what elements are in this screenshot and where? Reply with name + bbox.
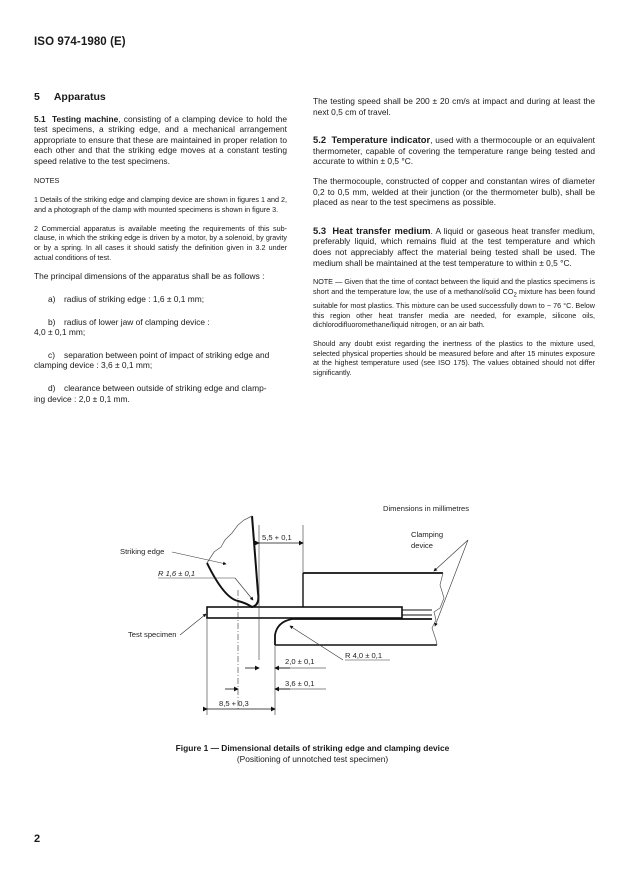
dimension-item-b (34, 317, 287, 338)
subclause-5-1-text: , consisting of a clamping device to hold the test specimens, a striking edge, and a mechanical arrangement appropriate to ensure that these are maintained in proper relation to each other and that the striking edge moves at a constant testing speed relative to the test specimens. (34, 113, 288, 166)
note-text-part2: mixture has been found suitable for most plastics. This mixture can be used successfully down to − 76 °C. Below this region other heat transfer media are needed, for example, silicone oils, dichlorodifluoromethane/liquid nitrogen, or an air bath. (313, 286, 595, 330)
item-text: clearance between outside of striking edge and clamp- (64, 382, 267, 393)
clamping-device-label-2: device (411, 541, 433, 550)
striking-edge-label: Striking edge (120, 547, 165, 556)
item-text: separation between point of impact of striking edge and (64, 349, 270, 360)
subclause-5-2-number: 5.2 (313, 134, 327, 146)
note-heat-transfer (313, 277, 595, 330)
dimension-item-c (34, 350, 287, 371)
left-column (34, 92, 287, 416)
striking-edge-break-line (207, 516, 252, 563)
subclause-5-1 (34, 114, 287, 167)
item-label: a) (48, 293, 56, 304)
item-continuation: clamping device : 3,6 ± 0,1 mm; (34, 360, 153, 371)
dim-3-6: 3,6 ± 0,1 (285, 679, 315, 688)
test-specimen-shape (207, 607, 402, 618)
testing-speed-text: The testing speed shall be 200 ± 20 cm/s at impact and during at least the next 0,5 cm of travel. (313, 96, 595, 117)
section-title: Apparatus (53, 91, 106, 103)
subclause-5-1-number: 5.1 (34, 113, 46, 124)
page-number: 2 (34, 833, 41, 845)
right-column (313, 96, 595, 387)
section-heading (34, 92, 287, 103)
item-text: radius of striking edge : 1,6 ± 0,1 mm; (64, 293, 205, 304)
thermocouple-text: The thermocouple, constructed of copper and constantan wires of diameter 0,2 to 0,5 mm, welded at their junction (or the thermometer bulb), shall be placed as near to the test specimens as possible. (313, 175, 595, 208)
figure-caption-title: Figure 1 — Dimensional details of striking edge and clamping device (175, 743, 450, 753)
radius-striking-edge: R 1,6 ± 0,1 (158, 569, 196, 578)
item-continuation: 4,0 ± 0,1 mm; (34, 327, 86, 338)
subclause-5-3-title: Heat transfer medium (332, 224, 431, 236)
dim-8-5: 8,5 + 0,3 (219, 699, 249, 708)
clamping-device-label-1: Clamping (411, 530, 444, 539)
subclause-5-1-title: Testing machine (51, 113, 119, 124)
figure-1-diagram (0, 490, 625, 730)
notes-label: NOTES (34, 175, 60, 185)
dim-5-5: 5,5 + 0,1 (262, 533, 292, 542)
dimension-item-d (34, 383, 287, 404)
document-id-header: ISO 974-1980 (E) (34, 36, 126, 48)
figure-caption-subtitle: (Positioning of unnotched test specimen) (236, 754, 389, 764)
subclause-5-2 (313, 135, 595, 167)
section-number: 5 (34, 91, 40, 103)
lower-jaw-shape (275, 619, 432, 645)
item-label: b) (48, 316, 56, 327)
note-subscript: 2 (513, 292, 517, 299)
test-specimen-label: Test specimen (128, 630, 177, 639)
subclause-5-2-title: Temperature indicator (331, 134, 431, 146)
figure-caption (0, 743, 625, 765)
radius-lower-jaw: R 4,0 ± 0,1 (345, 651, 383, 660)
dim-2-0: 2,0 ± 0,1 (285, 657, 315, 666)
item-label: d) (48, 382, 56, 393)
subclause-5-3 (313, 226, 595, 268)
subclause-5-3-text: . A liquid or gaseous heat transfer medium, preferably liquid, which remains fluid at the test temperature and which does not appreciably affect the material being tested shall be used. The medium shall be maintained at the test temperature to within ± 0,5 °C. (313, 225, 596, 268)
inertness-doubt-text: Should any doubt exist regarding the inertness of the plastics to the mixture used, selected physical properties should be measured before and after 15 minutes exposure at the highest temperature used (see ISO 175). The values obtained should not differ significantly. (313, 339, 595, 378)
note-1: 1 Details of the striking edge and clamping device are shown in figures 1 and 2, and a photograph of the clamp with mounted specimens is shown in figure 3. (34, 195, 287, 214)
units-note: Dimensions in millimetres (383, 504, 470, 513)
note-text-part1: NOTE — Given that the time of contact between the liquid and the plastics specimens is short and the temperature low, the use of a methanol/solid CO (313, 277, 595, 296)
item-continuation: ing device : 2,0 ± 0,1 mm. (34, 393, 130, 404)
subclause-5-2-text: , used with a thermocouple or an equivalent thermometer, capable of covering the temperature range being tested and accurate to within ± 0,5 °C. (313, 135, 595, 167)
item-label: c) (48, 349, 55, 360)
subclause-5-3-number: 5.3 (313, 224, 327, 236)
dimensions-intro: The principal dimensions of the apparatus shall be as follows : (34, 271, 265, 282)
item-text: radius of lower jaw of clamping device : (64, 316, 210, 327)
dimension-item-a (34, 294, 287, 305)
note-2: 2 Commercial apparatus is available meeting the requirements of this sub-clause, in which the striking edge is driven by a motor, by a solenoid, by gravity or by a spring. In all cases it should satisfy the definition given in 3.2 under actual conditions of test. (34, 223, 287, 262)
